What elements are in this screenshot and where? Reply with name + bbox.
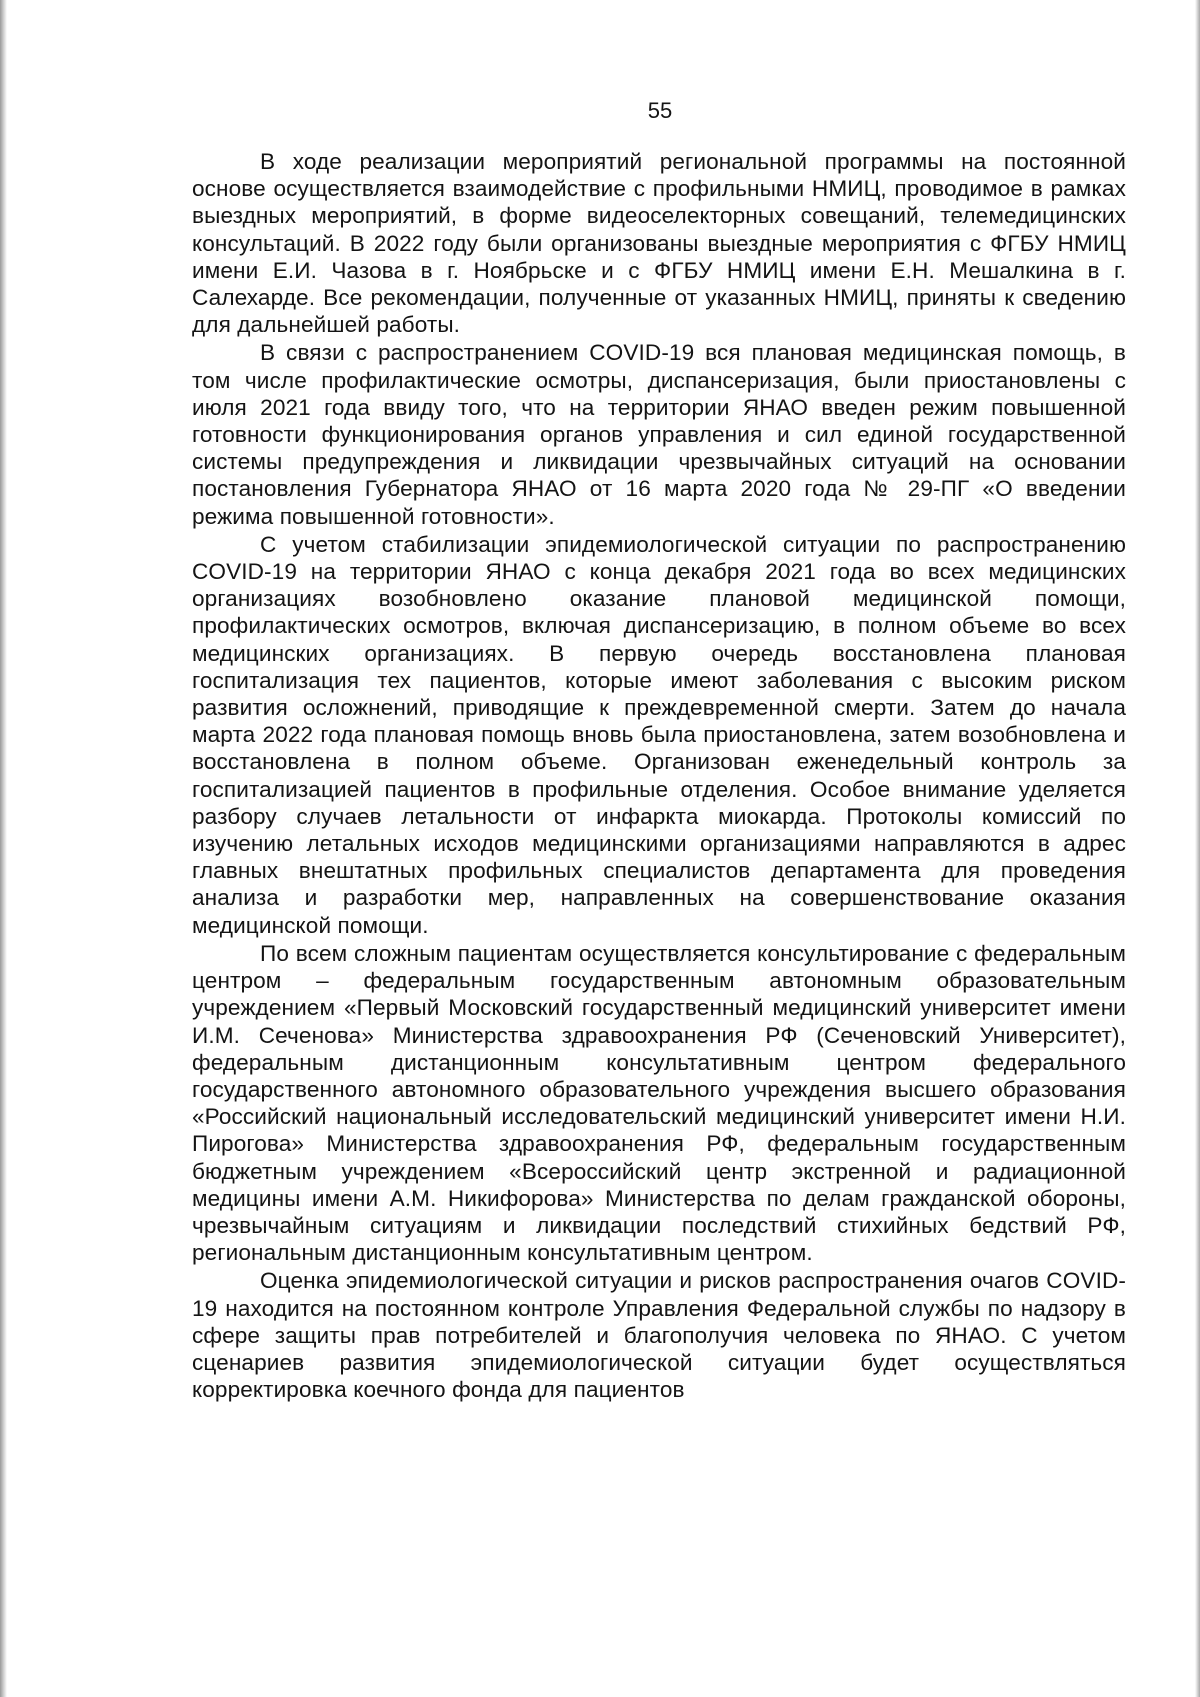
paragraph-nmic-cooperation: В ходе реализации мероприятий региональной программы на постоянной основе осуществляется взаимодействие с профильными НМИЦ, проводимое в рамках выездных мероприятий, в форме видеоселекторных совещаний, телемедицинских консультаций. В 2022 году были организованы выездные мероприятия с ФГБУ НМИЦ имени Е.И. Чазова в г. Ноябрьске и с ФГБУ НМИЦ имени Е.Н. Мешалкина в г. Салехарде. Все рекомендации, полученные от указанных НМИЦ, приняты к сведению для дальнейшей работы. xyxy=(192,149,1126,338)
paragraph-covid-suspension: В связи с распространением COVID-19 вся плановая медицинская помощь, в том числе профилактические осмотры, диспансеризация, были приостановлены с июля 2021 года ввиду того, что на территории ЯНАО введен режим повышенной готовности функционирования органов управления и сил единой государственной системы предупреждения и ликвидации чрезвычайных ситуаций на основании постановления Губернатора ЯНАО от 16 марта 2020 года № 29-ПГ «О введении режима повышенной готовности». xyxy=(192,340,1126,529)
paragraph-federal-consulting: По всем сложным пациентам осуществляется консультирование с федеральным центром – федеральным государственным автономным образовательным учреждением «Первый Московский государственный медицинский университет имени И.М. Сеченова» Министерства здравоохранения РФ (Сеченовский Университет), федеральным дистанционным консультативным центром федерального государственного автономного образовательного учреждения высшего образования «Российский национальный исследовательский медицинский университет имени Н.И. Пирогова» Министерства здравоохранения РФ, федеральным государственным бюджетным учреждением «Всероссийский центр экстренной и радиационной медицины имени А.М. Никифорова» Министерства по делам гражданской обороны, чрезвычайным ситуациям и ликвидации последствий стихийных бедствий РФ, региональным дистанционным консультативным центром. xyxy=(192,940,1126,1266)
paragraph-care-resumption: С учетом стабилизации эпидемиологической ситуации по распространению COVID-19 на территории ЯНАО с конца декабря 2021 года во всех медицинских организациях возобновлено оказание плановой медицинской помощи, профилактических осмотров, включая диспансеризацию, в полном объеме во всех медицинских организациях. В первую очередь восстановлена плановая госпитализация тех пациентов, которые имеют заболевания с высоким риском развития осложнений, приводящие к преждевременной смерти. Затем до начала марта 2022 года плановая помощь вновь была приостановлена, затем возобновлена и восстановлена в полном объеме. Организован еженедельный контроль за госпитализацией пациентов в профильные отделения. Особое внимание уделяется разбору случаев летальности от инфаркта миокарда. Протоколы комиссий по изучению летальных исходов медицинскими организациями направляются в адрес главных внештатных профильных специалистов департамента для проведения анализа и разработки мер, направленных на совершенствование оказания медицинской помощи. xyxy=(192,531,1126,938)
document-body xyxy=(192,148,1126,1404)
scan-edge-right xyxy=(1195,0,1200,1697)
page-number: 55 xyxy=(647,98,673,123)
scan-edge-left xyxy=(0,0,7,1697)
paragraph-epidemiological-assessment: Оценка эпидемиологической ситуации и рисков распространения очагов COVID-19 находится на постоянном контроле Управления Федеральной службы по надзору в сфере защиты прав потребителей и благополучия человека по ЯНАО. С учетом сценариев развития эпидемиологической ситуации будет осуществляться корректировка коечного фонда для пациентов xyxy=(192,1268,1126,1403)
